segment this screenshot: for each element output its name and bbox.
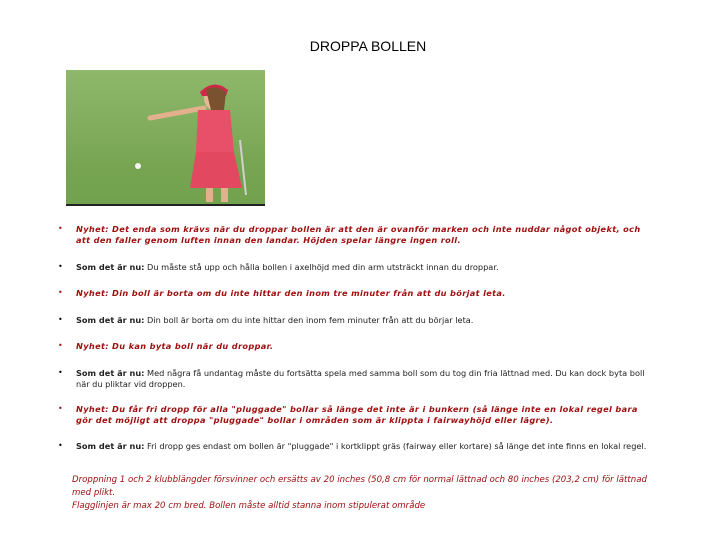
rule-text: Nyhet: Din boll är borta om du inte hittar den inom tre minuter från att du börjat leta. (76, 288, 506, 298)
page-title: DROPPA BOLLEN (309, 38, 427, 54)
footer-line-1: Droppning 1 och 2 klubblängder försvinner och ersätts av 20 inches (50,8 cm för normal lättnad och 80 inches (203,2 cm) för lättnad med plikt. (72, 475, 647, 498)
bullet: • (58, 224, 63, 233)
bullet: • (58, 441, 63, 450)
bullet: • (58, 315, 63, 324)
bullet: • (58, 341, 63, 350)
rule-text: Din boll är borta om du inte hittar den inom fem minuter från att du börjar leta. (144, 315, 474, 325)
footer-note (72, 474, 652, 513)
footer-line-2: Flagglinjen är max 20 cm bred. Bollen måste alltid stanna inom stipulerat område (72, 501, 426, 511)
bullet: • (58, 288, 63, 297)
rule-text: Nyhet: Det enda som krävs när du droppar bollen är att den är ovanför marken och inte nuddar något objekt, och att den faller genom luften innan den landar. Höjden spelar längre ingen roll. (76, 224, 641, 245)
rule-text: Du måste stå upp och hålla bollen i axelhöjd med din arm utsträckt innan du droppar. (144, 262, 499, 272)
bullet: • (58, 262, 63, 271)
rule-label: Som det är nu: (76, 315, 145, 325)
rule-label: Som det är nu: (76, 262, 145, 272)
bullet: • (58, 404, 63, 413)
rule-text: Nyhet: Du kan byta boll när du droppar. (76, 341, 274, 351)
rule-text: Fri dropp ges endast om bollen är "pluggade" i kortklippt gräs (fairway eller kortare) så länge det inte finns en lokal regel. (144, 441, 647, 451)
rule-label: Som det är nu: (76, 441, 145, 451)
rule-label: Som det är nu: (76, 368, 145, 378)
bullet: • (58, 368, 63, 377)
rule-text: Med några få undantag måste du fortsätta spela med samma boll som du tog din fria lättnad med. Du kan dock byta boll när du pliktar vid droppen. (76, 368, 645, 389)
rule-text: Nyhet: Du får fri dropp för alla "pluggade" bollar så länge det inte är i bunkern (så länge inte en lokal regel bara gör det möjligt att droppa "pluggade" bollar i områden som är klippta i fairwayhöjd eller lägre). (76, 404, 638, 425)
